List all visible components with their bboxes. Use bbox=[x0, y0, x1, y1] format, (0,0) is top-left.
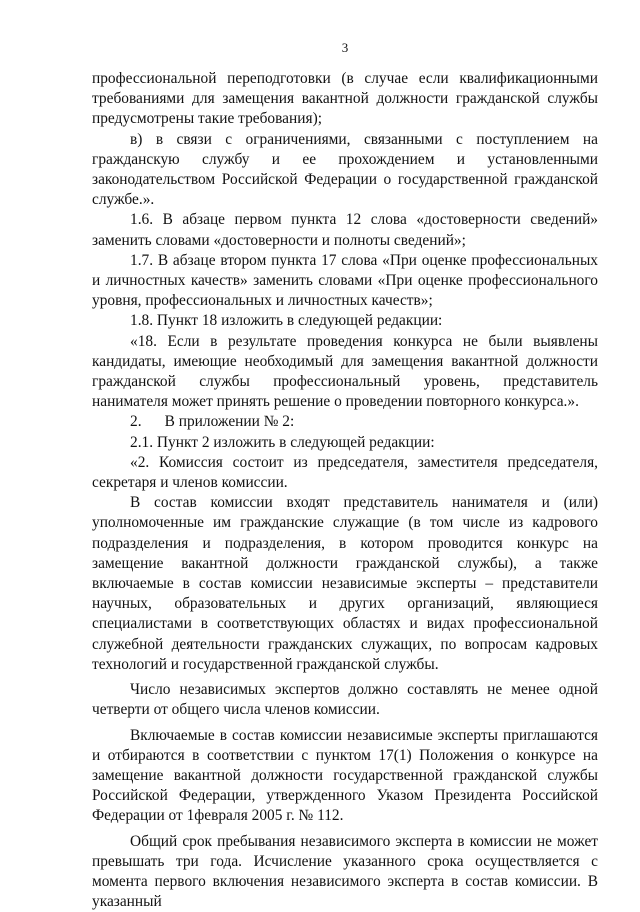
paragraph-11: Число независимых экспертов должно составлять не менее одной четверти от общего числа членов комиссии. bbox=[92, 681, 598, 719]
paragraph-9: «2. Комиссия состоит из председателя, заместителя председателя, секретаря и членов комиссии. bbox=[92, 453, 598, 492]
paragraph-12: Включаемые в состав комиссии независимые эксперты приглашаются и отбираются в соответствии с пунктом 17(1) Положения о конкурсе на замещение вакантной должности государственной гражданской службы Российской Федерации, утвержденного Указом Президента Российской Федерации от 1февраля 2005 г. № 112. bbox=[92, 726, 598, 825]
paragraph-6: «18. Если в результате проведения конкурса не были выявлены кандидаты, имеющие необходимый для замещения вакантной должности гражданской службы профессиональный уровень, представитель нанимателя может принять решение о проведении повторного конкурса.». bbox=[92, 332, 598, 411]
paragraph-10: В состав комиссии входят представитель нанимателя и (или) уполномоченные им гражданские служащие (в том числе из кадрового подразделения и подразделения, в котором проводится конкурс на замещение вакантной должности гражданской службы), а также включаемые в состав комиссии независимые эксперты – представители научных, образовательных и других организаций, являющиеся специалистами в соответствующих областях и видах профессиональной служебной деятельности гражданских служащих, по вопросам кадровых технологий и государственной гражданской службы. bbox=[92, 494, 598, 673]
paragraph-8: 2.1. Пункт 2 изложить в следующей редакции: bbox=[130, 433, 435, 451]
paragraph-1: профессиональной переподготовки (в случае если квалификационными требованиями для замещения вакантной должности гражданской службы предусмотрены такие требования); bbox=[92, 70, 598, 128]
page-number: 3 bbox=[341, 40, 349, 55]
paragraph-5: 1.8. Пункт 18 изложить в следующей редакции: bbox=[130, 312, 443, 330]
paragraph-13: Общий срок пребывания независимого эксперта в комиссии не может превышать три года. Исчисление указанного срока осуществляется с момента первого включения независимого эксперта в состав комиссии. В указанный bbox=[92, 832, 598, 911]
paragraph-4: 1.7. В абзаце втором пункта 17 слова «При оценке профессиональных и личностных качеств» заменить словами «При оценке профессионального уровня, профессиональных и личностных качеств»; bbox=[92, 251, 598, 310]
paragraph-7: 2. В приложении № 2: bbox=[130, 413, 295, 431]
paragraph-2: в) в связи с ограничениями, связанными с поступлением на гражданскую службу и ее прохождением и установленными законодательством Российской Федерации о государственной гражданской службе.». bbox=[92, 130, 598, 209]
paragraph-3: 1.6. В абзаце первом пункта 12 слова «достоверности сведений» заменить словами «достоверности и полноты сведений»; bbox=[92, 211, 598, 249]
